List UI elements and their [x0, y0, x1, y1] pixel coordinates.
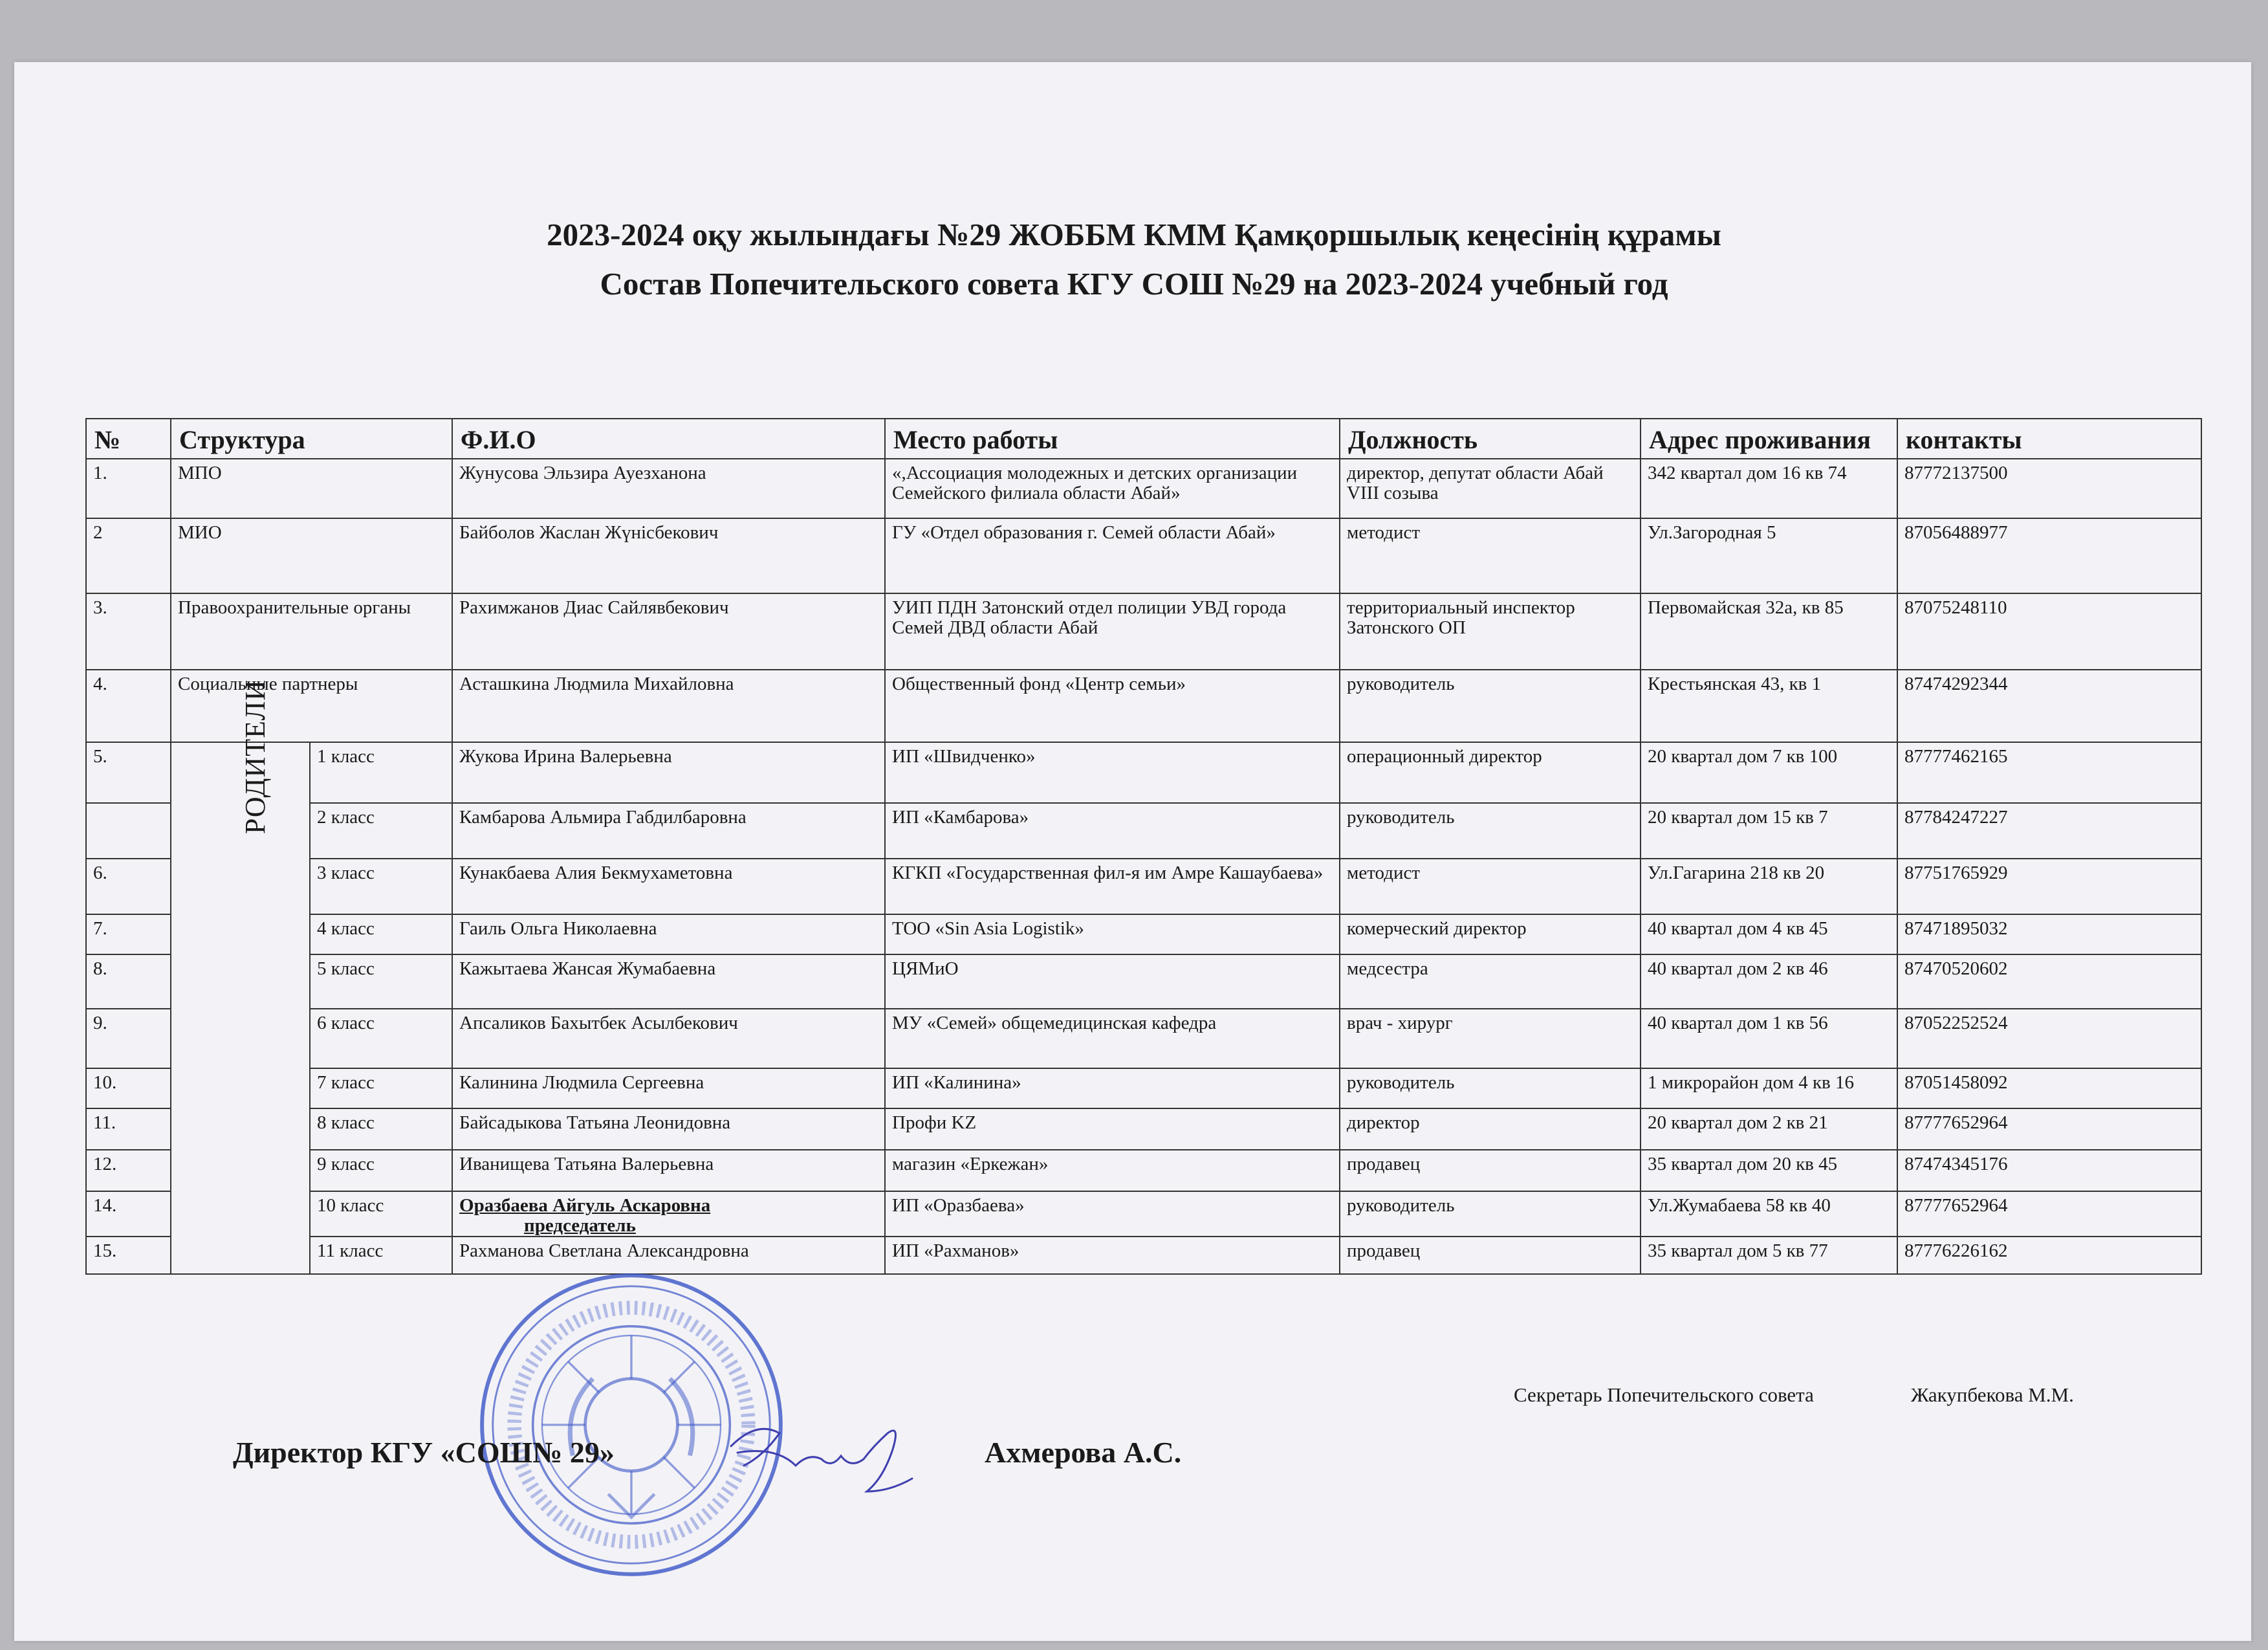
header-cell: №	[86, 419, 171, 459]
name-cell: Байсадыкова Татьяна Леонидовна	[452, 1108, 885, 1150]
contact-cell: 87751765929	[1897, 859, 2201, 914]
row-number: 3.	[86, 593, 171, 670]
name-cell: Асташкина Людмила Михайловна	[452, 670, 885, 742]
name-cell: Иванищева Татьяна Валерьевна	[452, 1150, 885, 1191]
workplace-cell: КГКП «Государственная фил-я им Амре Кашаубаева»	[885, 859, 1340, 914]
secretary-name: Жакупбекова М.М.	[1910, 1383, 2074, 1406]
workplace-cell: ИП «Калинина»	[885, 1068, 1340, 1108]
workplace-cell: магазин «Еркежан»	[885, 1150, 1340, 1191]
workplace-cell: Профи KZ	[885, 1108, 1340, 1150]
contact-cell: 87471895032	[1897, 914, 2201, 954]
position-cell: директор, депутат области Абай VIII созыва	[1340, 459, 1641, 518]
position-cell: продавец	[1340, 1237, 1641, 1274]
address-cell: 40 квартал дом 1 кв 56	[1641, 1009, 1897, 1068]
header-cell: Адрес проживания	[1641, 419, 1897, 459]
name-cell: Жукова Ирина Валерьевна	[452, 742, 885, 803]
contact-cell: 87772137500	[1897, 459, 2201, 518]
position-cell: руководитель	[1340, 803, 1641, 859]
contact-cell: 87777462165	[1897, 742, 2201, 803]
contact-cell: 87474345176	[1897, 1150, 2201, 1191]
workplace-cell: ЦЯМиО	[885, 954, 1340, 1009]
class-cell: 4 класс	[310, 914, 452, 954]
name-cell: Кажытаева Жансая Жумабаевна	[452, 954, 885, 1009]
class-cell: 8 класс	[310, 1108, 452, 1150]
class-cell: 2 класс	[310, 803, 452, 859]
chair-role: председатель	[524, 1215, 636, 1236]
row-number: 2	[86, 518, 171, 593]
workplace-cell: ИП «Рахманов»	[885, 1237, 1340, 1274]
address-cell: 20 квартал дом 15 кв 7	[1641, 803, 1897, 859]
table-row	[86, 1009, 2201, 1068]
structure-cell: Социальные партнеры	[171, 670, 452, 742]
header-cell: Должность	[1340, 419, 1641, 459]
title-kazakh: 2023-2024 оқу жылындағы №29 ЖОББМ КММ Қамқоршылық кеңесінің құрамы	[547, 217, 1721, 252]
name-cell: Калинина Людмила Сергеевна	[452, 1068, 885, 1108]
workplace-cell: УИП ПДН Затонский отдел полиции УВД города Семей ДВД области Абай	[885, 593, 1340, 670]
row-number: 8.	[86, 954, 171, 1009]
name-cell: Гаиль Ольга Николаевна	[452, 914, 885, 954]
table-row	[86, 1237, 2201, 1274]
table-row	[86, 1150, 2201, 1191]
address-cell: Ул.Жумабаева 58 кв 40	[1641, 1191, 1897, 1237]
table-row	[86, 1108, 2201, 1150]
table-row	[86, 803, 2201, 859]
table-row	[86, 954, 2201, 1009]
workplace-cell: ИП «Швидченко»	[885, 742, 1340, 803]
header-cell: Место работы	[885, 419, 1340, 459]
position-cell: директор	[1340, 1108, 1641, 1150]
position-cell: медсестра	[1340, 954, 1641, 1009]
contact-cell: 87470520602	[1897, 954, 2201, 1009]
contact-cell: 87777652964	[1897, 1191, 2201, 1237]
contact-cell: 87777652964	[1897, 1108, 2201, 1150]
row-number	[86, 803, 171, 859]
director-title: Директор КГУ «СОШ№ 29»	[233, 1436, 615, 1469]
header-cell: Структура	[171, 419, 452, 459]
name-cell	[452, 1191, 885, 1237]
address-cell: 35 квартал дом 20 кв 45	[1641, 1150, 1897, 1191]
contact-cell: 87075248110	[1897, 593, 2201, 670]
name-cell: Кунакбаева Алия Бекмухаметовна	[452, 859, 885, 914]
secretary-signature-line	[1514, 1383, 2074, 1407]
position-cell: методист	[1340, 518, 1641, 593]
workplace-cell: Общественный фонд «Центр семьи»	[885, 670, 1340, 742]
name-cell: Апсаликов Бахытбек Асылбекович	[452, 1009, 885, 1068]
workplace-cell: МУ «Семей» общемедицинская кафедра	[885, 1009, 1340, 1068]
position-cell: территориальный инспектор Затонского ОП	[1340, 593, 1641, 670]
name-cell: Рахманова Светлана Александровна	[452, 1237, 885, 1274]
director-name: Ахмерова А.С.	[985, 1436, 1182, 1469]
row-number: 1.	[86, 459, 171, 518]
chair-name: Оразбаева Айгуль Аскаровна	[459, 1195, 711, 1216]
workplace-cell: ИП «Камбарова»	[885, 803, 1340, 859]
row-number: 4.	[86, 670, 171, 742]
table-row	[86, 518, 2201, 593]
parents-label: РОДИТЕЛИ	[239, 679, 272, 835]
table-row	[86, 914, 2201, 954]
table-row	[86, 670, 2201, 742]
address-cell: 40 квартал дом 2 кв 46	[1641, 954, 1897, 1009]
class-cell: 7 класс	[310, 1068, 452, 1108]
name-cell: Камбарова Альмира Габдилбаровна	[452, 803, 885, 859]
structure-cell: Правоохранительные органы	[171, 593, 452, 670]
workplace-cell: «,Ассоциация молодежных и детских организации Семейского филиала области Абай»	[885, 459, 1340, 518]
position-cell: продавец	[1340, 1150, 1641, 1191]
address-cell: 20 квартал дом 7 кв 100	[1641, 742, 1897, 803]
workplace-cell: ТОО «Sin Asia Logistik»	[885, 914, 1340, 954]
table-row	[86, 459, 2201, 518]
row-number: 9.	[86, 1009, 171, 1068]
row-number: 12.	[86, 1150, 171, 1191]
workplace-cell: ГУ «Отдел образования г. Семей области Абай»	[885, 518, 1340, 593]
position-cell: методист	[1340, 859, 1641, 914]
contact-cell: 87776226162	[1897, 1237, 2201, 1274]
class-cell: 11 класс	[310, 1237, 452, 1274]
contact-cell: 87474292344	[1897, 670, 2201, 742]
address-cell: 20 квартал дом 2 кв 21	[1641, 1108, 1897, 1150]
row-number: 15.	[86, 1237, 171, 1274]
class-cell: 1 класс	[310, 742, 452, 803]
contact-cell: 87051458092	[1897, 1068, 2201, 1108]
class-cell: 3 класс	[310, 859, 452, 914]
row-number: 11.	[86, 1108, 171, 1150]
address-cell: Ул.Загородная 5	[1641, 518, 1897, 593]
table-row	[86, 593, 2201, 670]
position-cell: руководитель	[1340, 1068, 1641, 1108]
title-russian: Состав Попечительского совета КГУ СОШ №29 на 2023-2024 учебный год	[600, 266, 1668, 302]
position-cell: руководитель	[1340, 1191, 1641, 1237]
secretary-title: Секретарь Попечительского совета	[1514, 1383, 1814, 1406]
address-cell: Первомайская 32а, кв 85	[1641, 593, 1897, 670]
row-number: 14.	[86, 1191, 171, 1237]
address-cell: 342 квартал дом 16 кв 74	[1641, 459, 1897, 518]
row-number: 6.	[86, 859, 171, 914]
table-row	[86, 1068, 2201, 1108]
table-row	[86, 859, 2201, 914]
class-cell: 10 класс	[310, 1191, 452, 1237]
position-cell: врач - хирург	[1340, 1009, 1641, 1068]
address-cell: 35 квартал дом 5 кв 77	[1641, 1237, 1897, 1274]
board-members-table	[85, 418, 2202, 1275]
position-cell: комерческий директор	[1340, 914, 1641, 954]
address-cell: 40 квартал дом 4 кв 45	[1641, 914, 1897, 954]
row-number: 5.	[86, 742, 171, 803]
contact-cell: 87784247227	[1897, 803, 2201, 859]
class-cell: 5 класс	[310, 954, 452, 1009]
header-cell: Ф.И.О	[452, 419, 885, 459]
name-cell: Рахимжанов Диас Сайлявбекович	[452, 593, 885, 670]
table-row	[86, 1191, 2201, 1237]
table-row	[86, 742, 2201, 803]
contact-cell: 87056488977	[1897, 518, 2201, 593]
structure-cell: МИО	[171, 518, 452, 593]
position-cell: руководитель	[1340, 670, 1641, 742]
row-number: 10.	[86, 1068, 171, 1108]
header-cell: контакты	[1897, 419, 2201, 459]
position-cell: операционный директор	[1340, 742, 1641, 803]
structure-cell: МПО	[171, 459, 452, 518]
director-signature	[718, 1407, 925, 1504]
address-cell: Ул.Гагарина 218 кв 20	[1641, 859, 1897, 914]
class-cell: 9 класс	[310, 1150, 452, 1191]
name-cell: Жунусова Эльзира Ауезханона	[452, 459, 885, 518]
table-header-row	[86, 419, 2201, 459]
address-cell: Крестьянская 43, кв 1	[1641, 670, 1897, 742]
row-number: 7.	[86, 914, 171, 954]
name-cell: Байболов Жаслан Жүнісбекович	[452, 518, 885, 593]
address-cell: 1 микрорайон дом 4 кв 16	[1641, 1068, 1897, 1108]
class-cell: 6 класс	[310, 1009, 452, 1068]
workplace-cell: ИП «Оразбаева»	[885, 1191, 1340, 1237]
contact-cell: 87052252524	[1897, 1009, 2201, 1068]
